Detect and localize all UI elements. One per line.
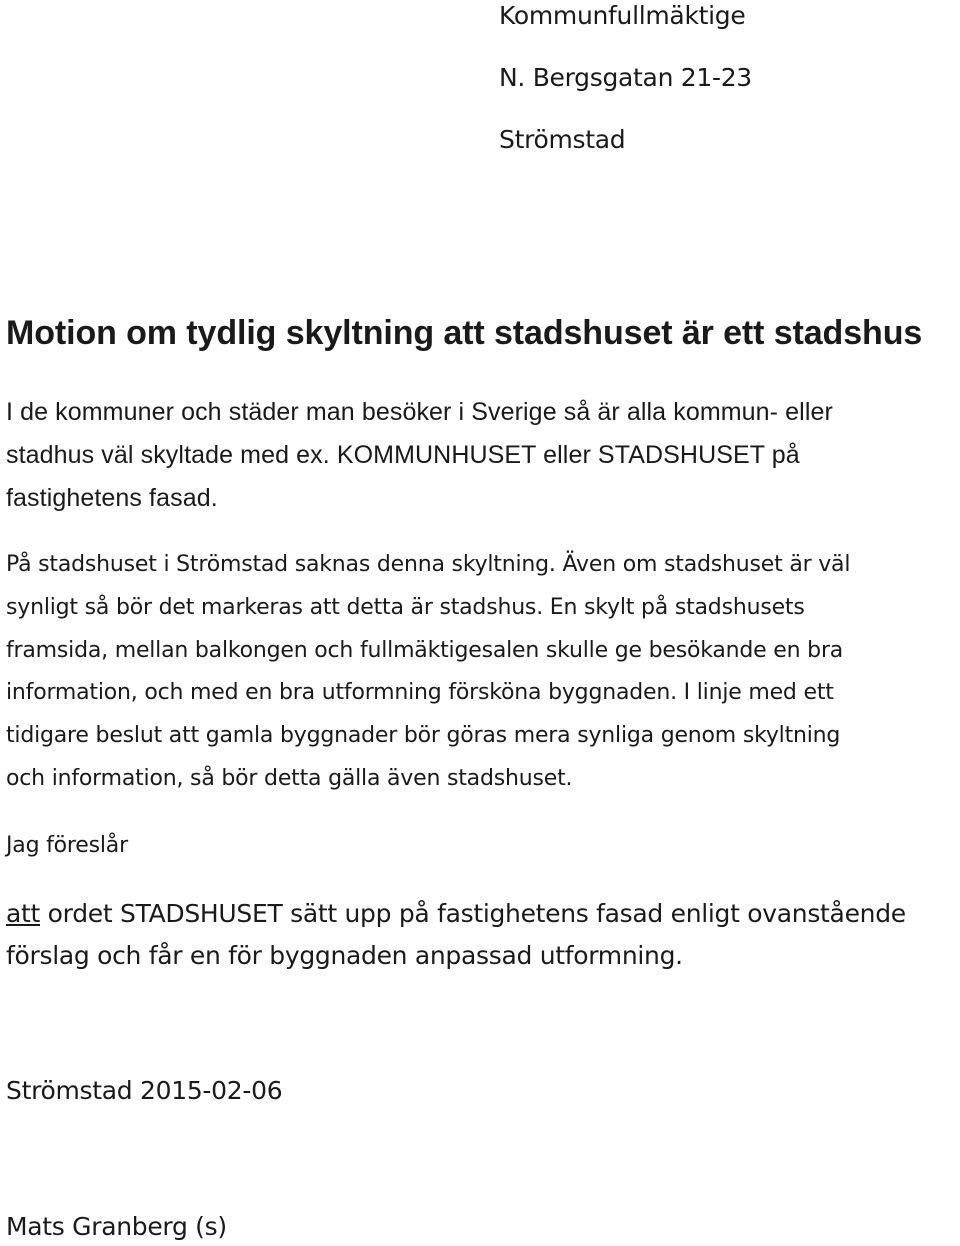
body-line: tidigare beslut att gamla byggnader bör göras mera synliga genom skyltning bbox=[6, 723, 841, 748]
intro-line: stadhus väl skyltade med ex. KOMMUNHUSET eller STADSHUSET på bbox=[6, 441, 800, 469]
intro-line: fastighetens fasad. bbox=[6, 484, 218, 512]
recipient-street: N. Bergsgatan 21-23 bbox=[499, 63, 752, 92]
intro-line: I de kommuner och städer man besöker i Sverige så är alla kommun- eller bbox=[6, 398, 833, 426]
place-date: Strömstad 2015-02-06 bbox=[6, 1076, 283, 1105]
body-line: information, och med en bra utformning försköna byggnaden. I linje med ett bbox=[6, 680, 834, 705]
recipient-name: Kommunfullmäktige bbox=[499, 1, 746, 30]
proposal-intro: Jag föreslår bbox=[6, 833, 128, 858]
body-line: På stadshuset i Strömstad saknas denna skyltning. Även om stadshuset är väl bbox=[6, 552, 851, 577]
body-line: framsida, mellan balkongen och fullmäktigesalen skulle ge besökande en bra bbox=[6, 638, 844, 663]
proposal-line2: förslag och får en för byggnaden anpassad utformning. bbox=[6, 941, 683, 970]
proposal-keyword: att bbox=[6, 899, 41, 928]
body-line: synligt så bör det markeras att detta är stadshus. En skylt på stadshusets bbox=[6, 595, 805, 620]
signature: Mats Granberg (s) bbox=[6, 1212, 227, 1241]
proposal-line1-rest: ordet STADSHUSET sätt upp på fastighetens fasad enligt ovanstående bbox=[40, 899, 906, 928]
proposal-line bbox=[6, 899, 906, 928]
body-line: och information, så bör detta gälla även stadshuset. bbox=[6, 766, 573, 791]
recipient-city: Strömstad bbox=[499, 125, 626, 154]
motion-title: Motion om tydlig skyltning att stadshuset är ett stadshus bbox=[6, 314, 923, 352]
